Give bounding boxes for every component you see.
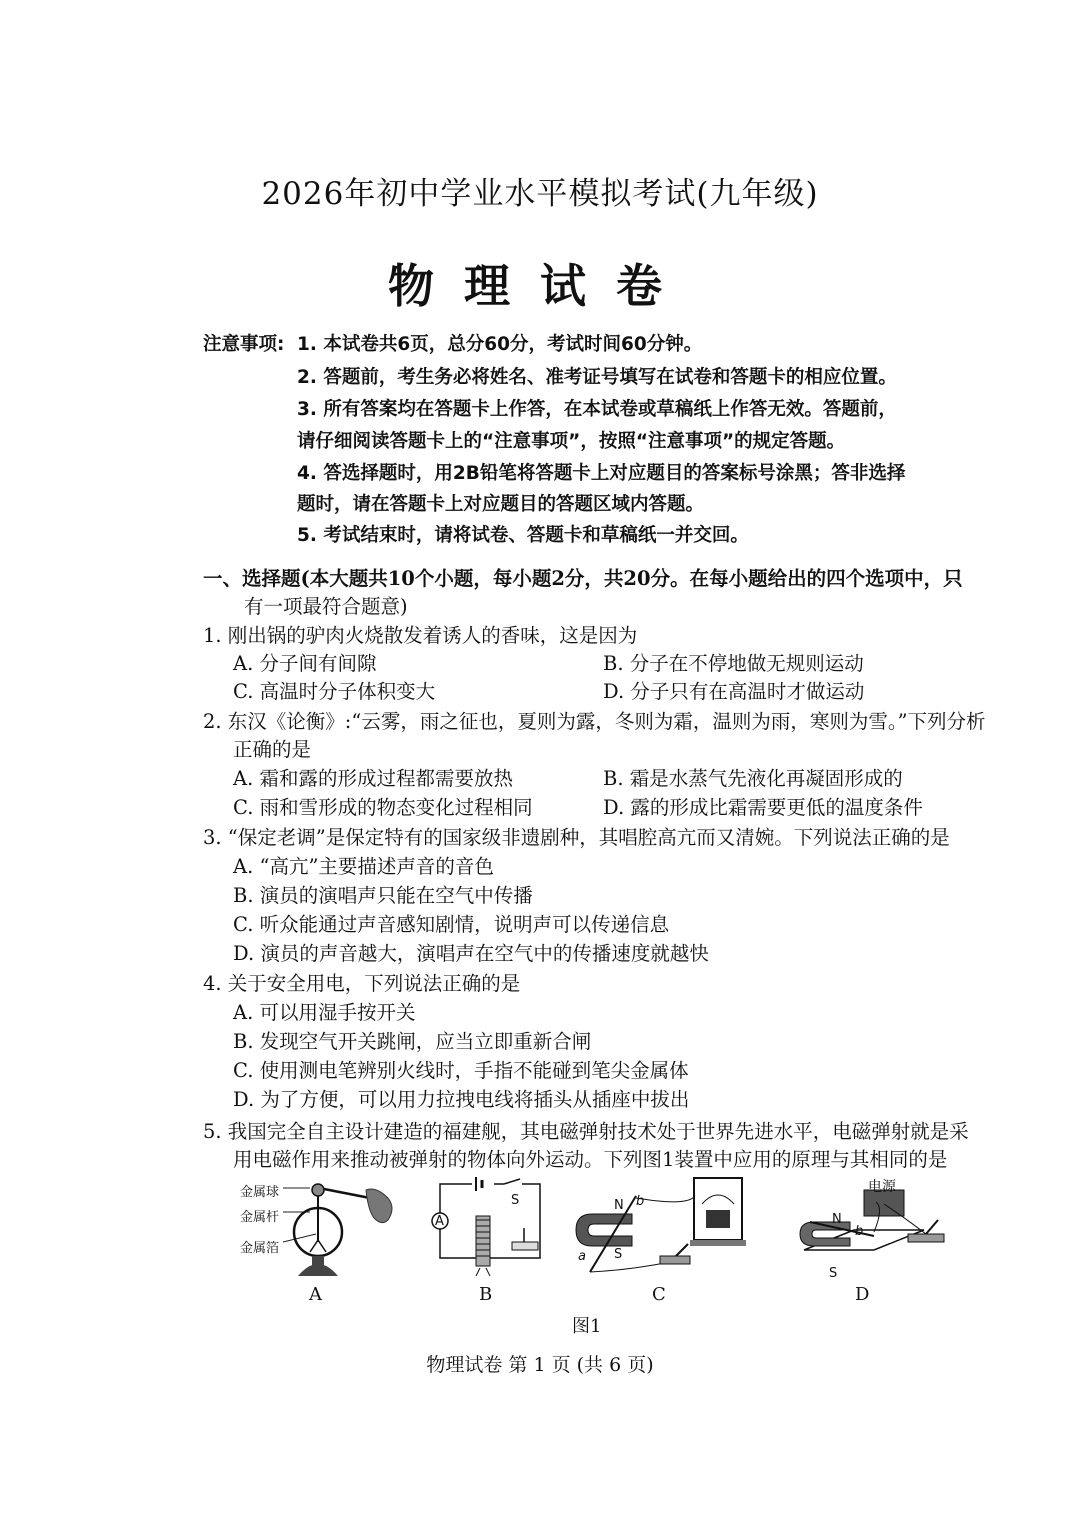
q1-stem: 1. 刚出锅的驴肉火烧散发着诱人的香味，这是因为 — [203, 624, 638, 647]
figure-option-a: A — [309, 1284, 322, 1305]
label-a-c: a — [578, 1249, 586, 1264]
section-heading: 一、选择题(本大题共10个小题，每小题2分，共20分。在每小题给出的四个选项中，只 — [203, 567, 963, 590]
notice-item-3: 3. 所有答案均在答题卡上作答，在本试卷或草稿纸上作答无效。答题前， — [297, 399, 897, 420]
q3-option-d: D. 演员的声音越大，演唱声在空气中的传播速度就越快 — [233, 942, 709, 965]
figure-option-c: C — [652, 1284, 666, 1305]
q4-option-d: D. 为了方便，可以用力拉拽电线将插头从插座中拔出 — [233, 1088, 690, 1111]
notice-item-2: 2. 答题前，考生务必将姓名、准考证号填写在试卷和答题卡的相应位置。 — [297, 367, 897, 388]
notice-label: 注意事项: — [203, 334, 285, 355]
page-footer: 物理试卷 第 1 页 (共 6 页) — [426, 1354, 654, 1376]
label-metal-foil: 金属箔 — [240, 1241, 280, 1256]
q4-stem: 4. 关于安全用电，下列说法正确的是 — [203, 972, 521, 995]
q3-option-a: A. “高亢”主要描述声音的音色 — [233, 855, 494, 878]
label-b-c: b — [636, 1194, 645, 1209]
q5-stem: 5. 我国完全自主设计建造的福建舰，其电磁弹射技术处于世界先进水平，电磁弹射就是采 — [203, 1120, 969, 1143]
q4-option-b: B. 发现空气开关跳闸，应当立即重新合闸 — [233, 1030, 592, 1053]
q2-option-b: B. 霜是水蒸气先液化再凝固形成的 — [603, 767, 903, 790]
label-ammeter: A — [435, 1214, 444, 1229]
figure-option-b: B — [479, 1284, 493, 1305]
q1-option-b: B. 分子在不停地做无规则运动 — [603, 652, 864, 675]
q2-option-a: A. 霜和露的形成过程都需要放热 — [233, 767, 513, 790]
q3-stem: 3. “保定老调”是保定特有的国家级非遗剧种，其唱腔高亢而又清婉。下列说法正确的是 — [203, 826, 950, 849]
notice-item-3-cont: 请仔细阅读答题卡上的“注意事项”，按照“注意事项”的规定答题。 — [297, 431, 846, 452]
notice-item-4: 4. 答选择题时，用2B铅笔将答题卡上对应题目的答案标号涂黑；答非选择 — [297, 463, 906, 484]
label-north-d: N — [832, 1212, 842, 1227]
label-switch-b: S — [511, 1193, 520, 1208]
q1-option-c: C. 高温时分子体积变大 — [233, 680, 436, 703]
q4-option-c: C. 使用测电笔辨别火线时，手指不能碰到笔尖金属体 — [233, 1059, 689, 1082]
q2-option-c: C. 雨和雪形成的物态变化过程相同 — [233, 796, 533, 819]
q2-stem: 2. 东汉《论衡》:“云雾，雨之征也，夏则为露，冬则为霜，温则为雨，寒则为雪。”下列分析 — [203, 710, 986, 733]
q5-stem-cont: 用电磁作用来推动被弹射的物体向外运动。下列图1装置中应用的原理与其相同的是 — [233, 1148, 948, 1171]
electroscope-drawing — [280, 1176, 400, 1282]
label-south-d: S — [829, 1266, 838, 1281]
figure-caption: 图1 — [572, 1316, 602, 1337]
q1-option-a: A. 分子间有间隙 — [233, 652, 377, 675]
label-metal-rod: 金属杆 — [240, 1210, 280, 1225]
q2-stem-cont: 正确的是 — [233, 738, 312, 761]
electromagnet-circuit-drawing — [420, 1176, 550, 1282]
exam-subtitle: 2026年初中学业水平模拟考试(九年级) — [261, 176, 819, 212]
notice-item-1: 1. 本试卷共6页，总分60分，考试时间60分钟。 — [297, 334, 703, 355]
q2-option-d: D. 露的形成比霜需要更低的温度条件 — [603, 796, 923, 819]
q3-option-c: C. 听众能通过声音感知剧情，说明声可以传递信息 — [233, 913, 670, 936]
label-south-c: S — [614, 1247, 623, 1262]
q4-option-a: A. 可以用湿手按开关 — [233, 1001, 416, 1024]
notice-item-4-cont: 题时，请在答题卡上对应题目的答题区域内答题。 — [297, 494, 705, 515]
label-metal-ball: 金属球 — [240, 1185, 280, 1200]
section-heading-cont: 有一项最符合题意) — [244, 595, 408, 618]
label-north-c: N — [614, 1198, 624, 1213]
label-power-source: 电源 — [868, 1179, 896, 1195]
figure-option-d: D — [855, 1284, 870, 1305]
induction-galvanometer-drawing — [570, 1176, 750, 1282]
notice-item-5: 5. 考试结束时，请将试卷、答题卡和草稿纸一并交回。 — [297, 525, 749, 546]
q3-option-b: B. 演员的演唱声只能在空气中传播 — [233, 884, 533, 907]
label-b-d: b — [855, 1224, 864, 1239]
q1-option-d: D. 分子只有在高温时才做运动 — [603, 680, 865, 703]
exam-title: 物理试卷 — [388, 259, 692, 313]
